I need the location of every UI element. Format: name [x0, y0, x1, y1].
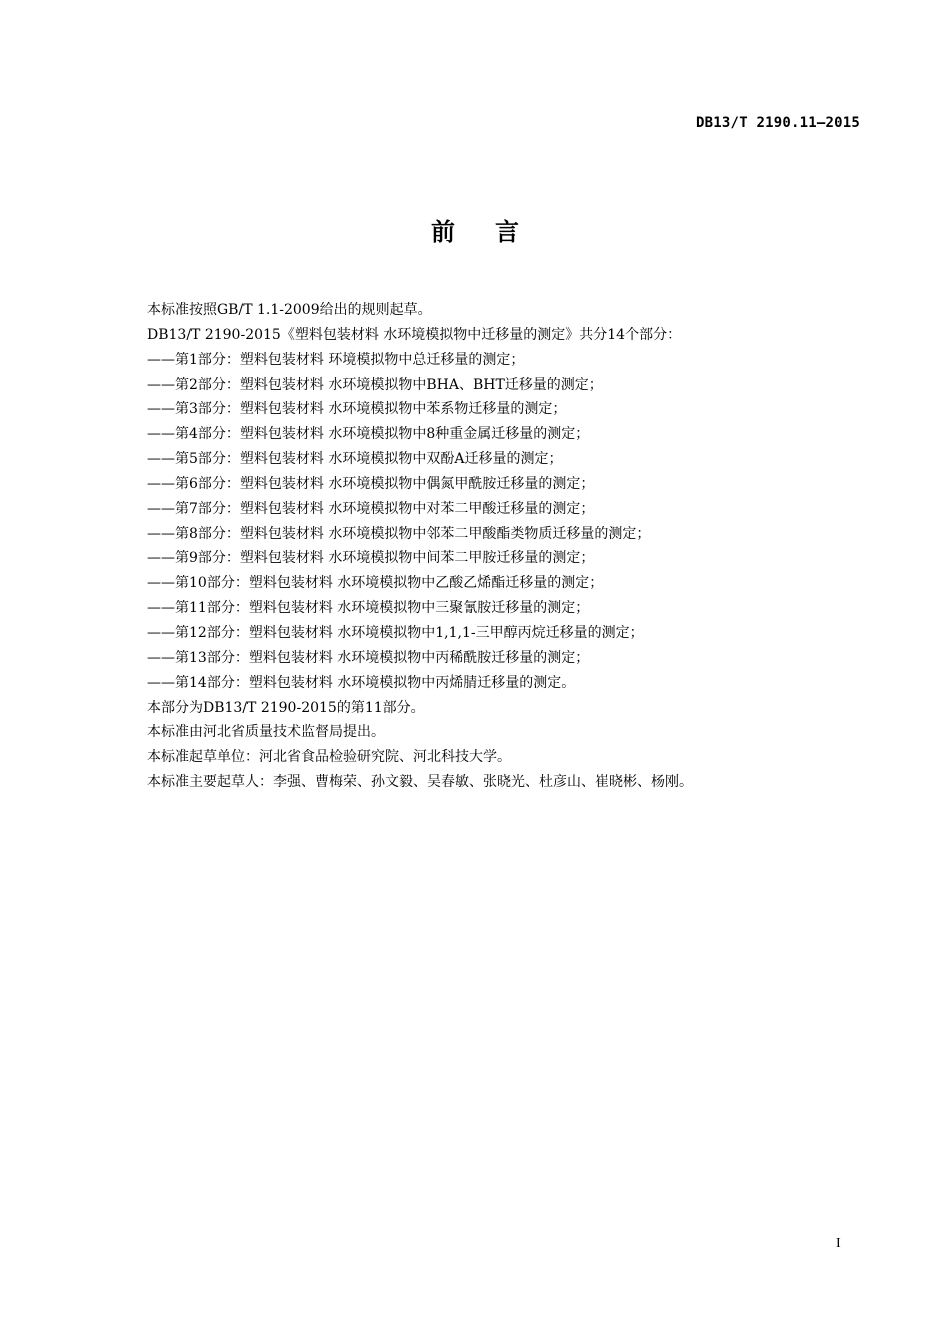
- part-list-item: ——第10部分：塑料包装材料 水环境模拟物中乙酸乙烯酯迁移量的测定；: [147, 575, 604, 592]
- intro-line-parts-overview: DB13/T 2190-2015《塑料包装材料 水环境模拟物中迁移量的测定》共分14个部分：: [147, 326, 682, 343]
- part-list-item: ——第11部分：塑料包装材料 水环境模拟物中三聚氰胺迁移量的测定；: [147, 600, 590, 617]
- part-list-item: ——第13部分：塑料包装材料 水环境模拟物中丙稀酰胺迁移量的测定；: [147, 649, 590, 666]
- closing-line-proposer: 本标准由河北省质量技术监督局提出。: [147, 724, 385, 741]
- part-list-item: ——第7部分：塑料包装材料 水环境模拟物中对苯二甲酸迁移量的测定；: [147, 500, 595, 517]
- part-list-item: ——第12部分：塑料包装材料 水环境模拟物中1,1,1-三甲醇丙烷迁移量的测定；: [147, 624, 644, 641]
- part-list-item: ——第2部分：塑料包装材料 水环境模拟物中BHA、BHT迁移量的测定；: [147, 376, 603, 393]
- part-list-item: ——第1部分：塑料包装材料 环境模拟物中总迁移量的测定；: [147, 351, 525, 368]
- part-list-item: ——第6部分：塑料包装材料 水环境模拟物中偶氮甲酰胺迁移量的测定；: [147, 475, 595, 492]
- page-number: I: [836, 1236, 841, 1251]
- part-list-item: ——第8部分：塑料包装材料 水环境模拟物中邻苯二甲酸酯类物质迁移量的测定；: [147, 525, 651, 542]
- intro-line-drafting-rules: 本标准按照GB/T 1.1-2009给出的规则起草。: [147, 302, 432, 318]
- closing-line-drafting-units: 本标准起草单位：河北省食品检验研究院、河北科技大学。: [147, 749, 511, 766]
- part-list-item: ——第4部分：塑料包装材料 水环境模拟物中8种重金属迁移量的测定；: [147, 426, 590, 443]
- part-list-item: ——第3部分：塑料包装材料 水环境模拟物中苯系物迁移量的测定；: [147, 401, 567, 418]
- closing-line-drafters: 本标准主要起草人：李强、曹梅荣、孙文毅、吴春敏、张晓光、杜彦山、崔晓彬、杨刚。: [147, 774, 693, 791]
- part-list-item: ——第14部分：塑料包装材料 水环境模拟物中丙烯腈迁移量的测定。: [147, 674, 576, 691]
- closing-line-part-statement: 本部分为DB13/T 2190-2015的第11部分。: [147, 699, 425, 716]
- preface-body: [147, 298, 867, 795]
- part-list-item: ——第5部分：塑料包装材料 水环境模拟物中双酚A迁移量的测定；: [147, 451, 563, 468]
- page-title: 前言: [431, 218, 559, 246]
- part-list-item: ——第9部分：塑料包装材料 水环境模拟物中间苯二甲胺迁移量的测定；: [147, 550, 595, 567]
- document-code: DB13/T 2190.11—2015: [696, 115, 860, 131]
